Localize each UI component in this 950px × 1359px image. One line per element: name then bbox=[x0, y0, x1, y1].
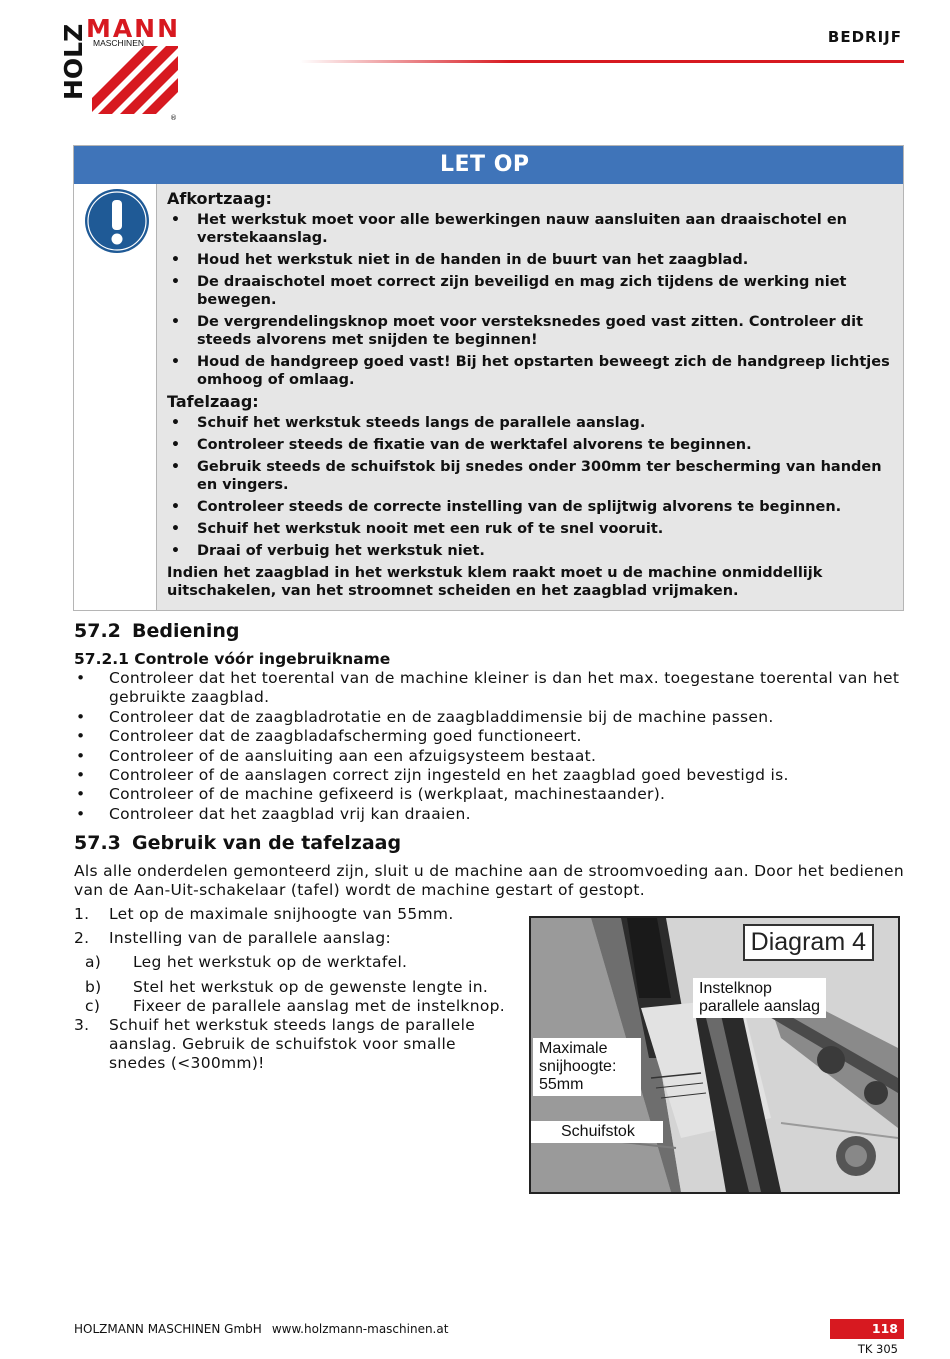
checklist-item: • Controleer of de aansluiting aan een afzuigsysteem bestaat. bbox=[74, 747, 904, 766]
step-text: Schuif het werkstuk steeds langs de parallele aanslag. Gebruik de schuifstok voor smalle snedes (<300mm)! bbox=[109, 1016, 476, 1073]
warning-item: • Houd het werkstuk niet in de handen in de buurt van het zaagblad. bbox=[167, 251, 895, 269]
step-text: Instelling van de parallele aanslag: bbox=[109, 929, 392, 948]
warning-item: • Schuif het werkstuk nooit met een ruk of te snel vooruit. bbox=[167, 520, 895, 538]
checklist-item: • Controleer of de aanslagen correct zijn ingesteld en het zaagblad goed bevestigd is. bbox=[74, 766, 904, 785]
warning-content bbox=[167, 190, 895, 600]
logo-registered: ® bbox=[170, 114, 177, 122]
warning-item: • Het werkstuk moet voor alle bewerkingen nauw aansluiten aan draaischotel en verstekaanslag. bbox=[167, 211, 895, 247]
step-number: 3. bbox=[74, 1016, 90, 1035]
logo-holz: HOLZ bbox=[59, 23, 88, 100]
checklist-item: • Controleer dat de zaagbladafscherming goed functioneert. bbox=[74, 727, 904, 746]
warning-item: • Gebruik steeds de schuifstok bij snedes onder 300mm ter bescherming van handen en vingers. bbox=[167, 458, 895, 494]
step-text: Let op de maximale snijhoogte van 55mm. bbox=[109, 905, 454, 923]
checklist-item: • Controleer dat het toerental van de machine kleiner is dan het max. toegestane toerental van het gebruikte zaagblad. bbox=[74, 669, 904, 708]
step-number: 1. bbox=[74, 905, 90, 923]
step-number: 2. bbox=[74, 929, 90, 948]
substep-letter: a) bbox=[85, 953, 102, 972]
warning-title: LET OP bbox=[74, 146, 903, 184]
section-number: 57.3 bbox=[74, 832, 121, 854]
step-item bbox=[74, 929, 514, 948]
substep-text: Fixeer de parallele aanslag met de instelknop. bbox=[133, 996, 505, 1015]
page-number: 118 bbox=[830, 1319, 904, 1339]
warning-item: • Houd de handgreep goed vast! Bij het opstarten beweegt zich de handgreep lichtjes omhoog of omlaag. bbox=[167, 353, 895, 389]
substep-text: Stel het werkstuk op de gewenste lengte in. bbox=[133, 977, 489, 996]
diagram-title: Diagram 4 bbox=[743, 924, 874, 961]
model-number: TK 305 bbox=[857, 1342, 898, 1356]
warning-item: • Schuif het werkstuk steeds langs de parallele aanslag. bbox=[167, 414, 895, 432]
subsection-57-2-1-heading: 57.2.1 Controle vóór ingebruikname bbox=[74, 650, 391, 668]
label-schuifstok: Schuifstok bbox=[531, 1121, 663, 1143]
footer-website[interactable]: www.holzmann-maschinen.at bbox=[271, 1322, 449, 1336]
logo-maschinen: MASCHINEN bbox=[93, 38, 145, 48]
warning-final-note: Indien het zaagblad in het werkstuk klem raakt moet u de machine onmiddellijk uitschakelen, van het stroomnet scheiden en het zaagblad vrijmaken. bbox=[167, 565, 823, 599]
holzmann-logo bbox=[59, 6, 182, 122]
footer-company-line bbox=[74, 1322, 448, 1336]
substep-item bbox=[74, 978, 514, 997]
footer-company: HOLZMANN MASCHINEN GmbH bbox=[74, 1322, 262, 1336]
warning-box bbox=[73, 145, 904, 611]
checklist-item: • Controleer dat de zaagbladrotatie en de zaagbladdimensie bij de machine passen. bbox=[74, 708, 904, 727]
label-instelknop: Instelknop parallele aanslag bbox=[693, 978, 826, 1018]
checklist bbox=[74, 669, 904, 824]
section-title: Bediening bbox=[132, 620, 240, 642]
section-number: 57.2 bbox=[74, 620, 121, 642]
checklist-item: • Controleer of de machine gefixeerd is (werkplaat, machinestaander). bbox=[74, 785, 904, 804]
step-item bbox=[74, 905, 514, 924]
section-57-3-heading bbox=[74, 832, 401, 854]
warning-group-tafelzaag-title: Tafelzaag: bbox=[167, 392, 259, 411]
warning-item: • De draaischotel moet correct zijn beveiligd en mag zich tijdens de werking niet bewegen. bbox=[167, 273, 895, 309]
logo-mann: MANN bbox=[86, 14, 178, 43]
section-57-2-heading bbox=[74, 620, 240, 642]
warning-item: • Draai of verbuig het werkstuk niet. bbox=[167, 542, 895, 560]
substep-text: Leg het werkstuk op de werktafel. bbox=[133, 953, 408, 972]
step-item bbox=[74, 1016, 514, 1074]
warning-icon-cell bbox=[74, 184, 157, 610]
header-divider bbox=[300, 60, 904, 63]
section-intro: Als alle onderdelen gemonteerd zijn, sluit u de machine aan de stroomvoeding aan. Door het bedienen van de Aan-Uit-schakelaar (tafel) wordt de machine gestart of gestopt. bbox=[74, 862, 904, 899]
steps-list bbox=[74, 905, 514, 1074]
label-maximale-snijhoogte: Maximale snijhoogte: 55mm bbox=[533, 1038, 641, 1096]
substep-item bbox=[74, 997, 514, 1016]
warning-item: • Controleer steeds de fixatie van de werktafel alvorens te beginnen. bbox=[167, 436, 895, 454]
warning-group-tafelzaag-list bbox=[167, 414, 895, 560]
warning-item: • Controleer steeds de correcte instelling van de splijtwig alvorens te beginnen. bbox=[167, 498, 895, 516]
warning-item: • De vergrendelingsknop moet voor versteksnedes goed vast zitten. Controleer dit steeds alvorens met snijden te beginnen! bbox=[167, 313, 895, 349]
warning-group-afkortzaag-list bbox=[167, 211, 895, 389]
substep-letter: c) bbox=[85, 996, 101, 1015]
warning-group-afkortzaag-title: Afkortzaag: bbox=[167, 189, 272, 208]
substep-letter: b) bbox=[85, 977, 102, 996]
checklist-item: • Controleer dat het zaagblad vrij kan draaien. bbox=[74, 805, 904, 824]
substep-item bbox=[74, 953, 514, 972]
section-title: Gebruik van de tafelzaag bbox=[132, 832, 402, 854]
header-section-title: BEDRIJF bbox=[827, 28, 902, 46]
diagram-4-photo bbox=[529, 916, 900, 1194]
exclamation-icon bbox=[84, 188, 150, 254]
